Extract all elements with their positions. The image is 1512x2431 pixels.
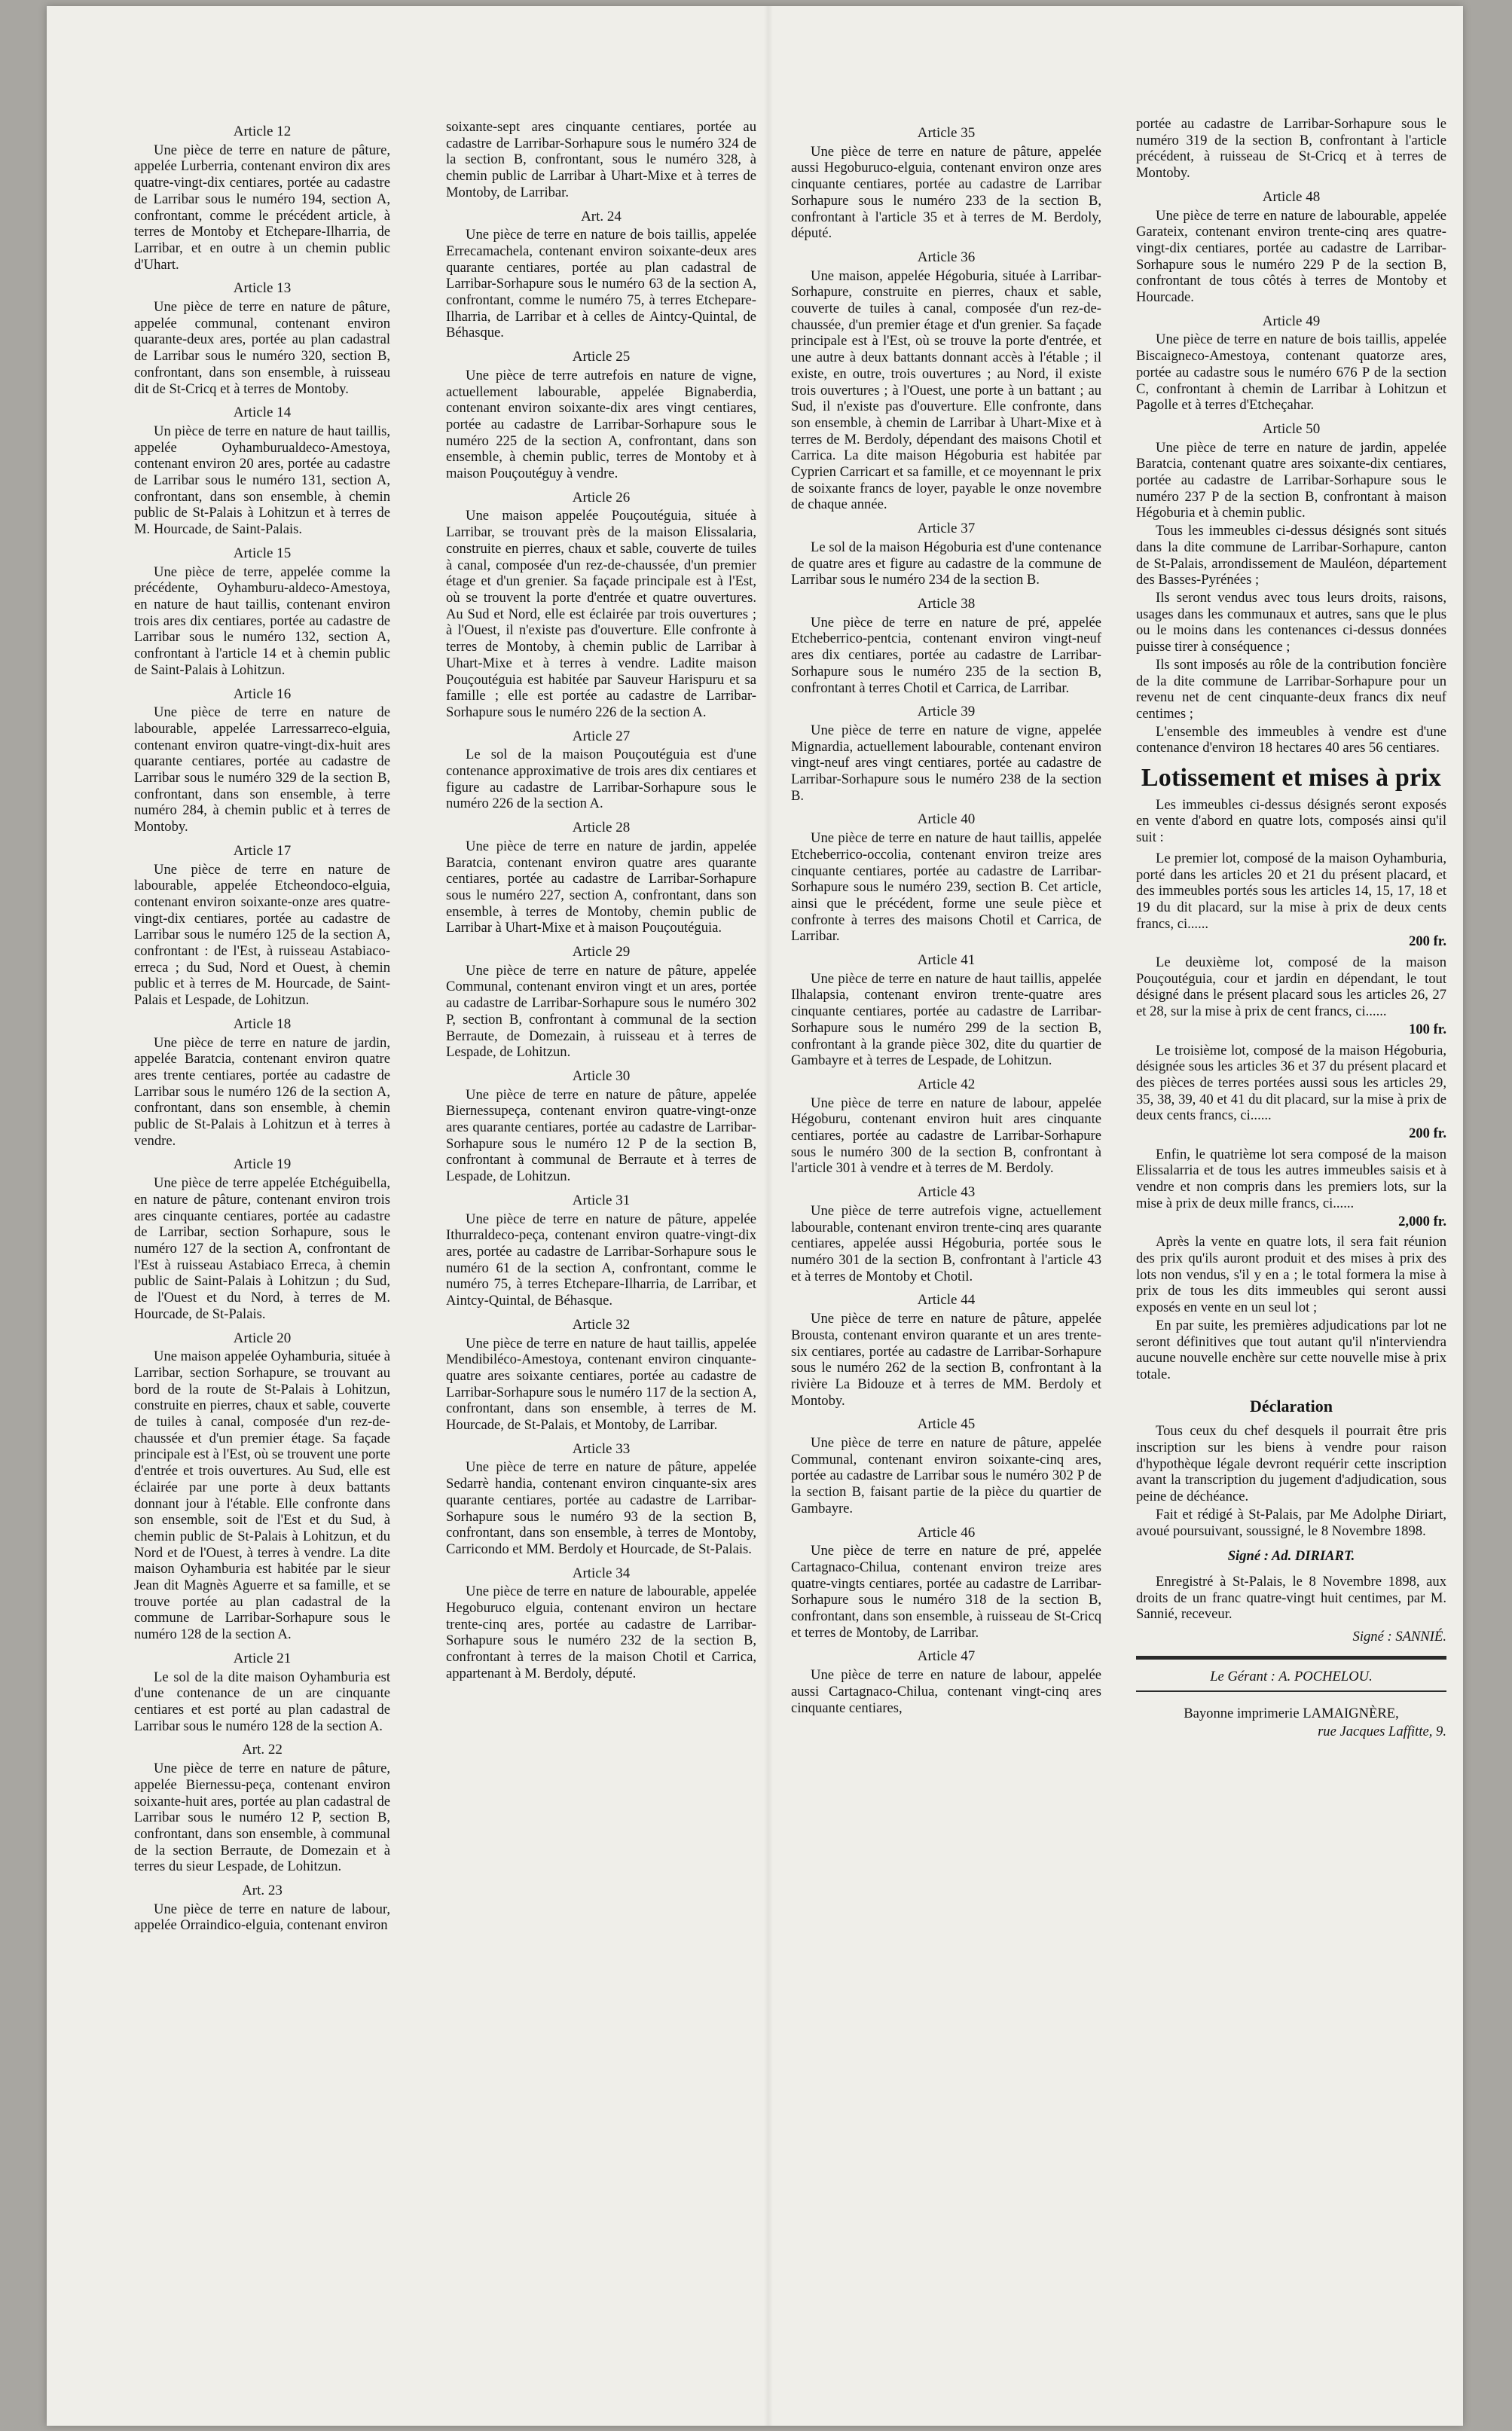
summary-paragraph: L'ensemble des immeubles à vendre est d'une contenance d'environ 18 hectares 40 ares 56 centiares. xyxy=(1136,723,1446,756)
article-heading: Article 25 xyxy=(572,349,631,365)
article-text: portée au cadastre de Larribar-Sorhapure sous le numéro 319 de la section B, confrontant à l'article précédent, à ruisseau de St-Cricq et à terres de Montoby. xyxy=(1136,116,1446,182)
article-heading: Article 45 xyxy=(917,1416,976,1433)
printer-address: rue Jacques Laffitte, 9. xyxy=(1318,1724,1446,1740)
article-heading: Article 28 xyxy=(572,820,631,836)
article-text: Une pièce de terre en nature de pâture, appelée Sedarrè handia, contenant environ cinquante-six ares quarante centiares, portée au cadastre de Larribar-Sorhapure sous le numéro 93 de la section B, confrontant, dans son ensemble, à terres de Montoby, Carricondo et MM. Berdoly et Hourcade, de St-Palais. xyxy=(446,1459,756,1557)
signature-diriart: Signé : Ad. DIRIART. xyxy=(1227,1548,1355,1565)
article-text: Une pièce de terre en nature de pré, appelée Cartagnaco-Chilua, contenant environ treize ares quatre-vingts centiares, portée au cadastre de Larribar-Sorhapure sous le numéro 318 de la section B, confrontant, dans son ensemble, à ruisseau de St-Cricq et terres de Montoby, de Larribar. xyxy=(791,1543,1101,1641)
article-text: Une pièce de terre en nature de pâture, appelée aussi Hegoburuco-elguia, contenant environ onze ares cinquante centiares, portée au cadastre de Larribar Sorhapure sous le numéro 233 de la section B, confrontant à l'article 35 et à terres de M. Berdoly, député. xyxy=(791,143,1101,242)
divider-thick xyxy=(1136,1656,1446,1660)
article-heading: Article 40 xyxy=(917,811,976,828)
article-heading: Article 12 xyxy=(233,124,292,139)
article-text: Une maison, appelée Hégoburia, située à Larribar-Sorhapure, construite en pierres, chaux et sable, couverte de tuiles à canal, composée d'un rez-de-chaussée, d'un premier étage et d'un grenier. Sa façade principale est à l'Est, où se trouve la porte d'entrée, et une autre à deux battants donnant accès à l'étable ; il existe, en outre, trois ouvertures ; au Nord, il existe trois ouvertures ; à l'Ouest, une porte à un battant ; au Sud, il n'existe pas d'ouverture. Elle confronte, dans son ensemble, à chemin de Larribar à Uhart-Mixe et à terres de M. Berdoly, dépendant des maisons Chotil et Carrica. La dite maison Hégoburia est habitée par Cyprien Carricart et sa famille, et ce moyennant le prix de soixante francs de loyer, payable le onze novembre de chaque année. xyxy=(791,267,1101,513)
article-text: Une pièce de terre en nature de haut taillis, appelée Ilhalapsia, contenant environ trente-quatre ares cinquante centiares, portée au cadastre de Larribar-Sorhapure sous le numéro 299 de la section B, confrontant à la grande pièce 302, dite du quartier de Gambayre et à terres de Lespade, de Lohitzun. xyxy=(791,970,1101,1069)
article-heading: Art. 23 xyxy=(242,1883,283,1899)
lot-text: Enfin, le quatrième lot sera composé de la maison Elissalarria et de tous les autres immeubles saisis et à vendre et non compris dans les premiers lots, sur la mise à prix de deux mille francs, ci...... xyxy=(1136,1146,1446,1211)
lot-item xyxy=(1136,954,1446,1038)
column-2 xyxy=(446,119,756,1684)
lot-text: Le deuxième lot, composé de la maison Pouçoutéguia, cour et jardin en dépendant, le tout désigné dans le présent placard sous les articles 26, 27 et 28, sur la mise à prix de cent francs, ci...... xyxy=(1136,954,1446,1020)
lot-amount: 200 fr. xyxy=(1409,1125,1446,1142)
article-heading: Article 35 xyxy=(917,125,976,141)
page-fold xyxy=(764,6,773,2426)
article-heading: Article 32 xyxy=(572,1316,631,1333)
article-heading: Article 13 xyxy=(233,280,292,297)
article-text: Une pièce de terre en nature de jardin, appelée Baratcia, contenant environ quatre ares trente centiares, portée au cadastre de Larribar sous le numéro 126 de la section A, confrontant, dans son ensemble, à chemin public de St-Palais à Lohitzun et à terres à vendre. xyxy=(134,1034,390,1149)
lot-item xyxy=(1136,851,1446,950)
lot-amount: 100 fr. xyxy=(1409,1021,1446,1037)
article-text: Une pièce de terre en nature de pâture, appelée Brousta, contenant environ quarante et un ares trente-six centiares, portée au cadastre de Larribar-Sorhapure sous le numéro 262 de la section B, confrontant à la rivière La Bidouze et à terres de MM. Berdoly et Montoby. xyxy=(791,1311,1101,1409)
article-text: Une pièce de terre en nature de pâture, appelée Communal, contenant environ vingt et un ares, portée au cadastre de Larribar-Sorhapure sous le numéro 302 P, section B, confrontant à communal de la section Berraute, de Domezain, à ruisseau et à terres de Lespade, de Lohitzun. xyxy=(446,962,756,1061)
article-text: Une pièce de terre en nature de jardin, appelée Baratcia, contenant environ quatre ares quarante centiares, portée au cadastre de Larribar-Sorhapure sous le numéro 227, section A, confrontant, dans son ensemble, à terres de Montoby, chemin public de Larribar à Uhart-Mixe et à maison Pouçoutéguia. xyxy=(446,838,756,936)
article-heading: Article 27 xyxy=(572,728,631,744)
article-heading: Art. 24 xyxy=(581,208,622,224)
declaration-text: Tous ceux du chef desquels il pourrait être pris inscription sur les biens à vendre pour raison d'hypothèque légale devront requérir cette inscription avant la transcription du jugement d'adjudication, sous peine de déchéance. xyxy=(1136,1423,1446,1505)
article-heading: Art. 22 xyxy=(242,1742,283,1758)
article-heading: Article 36 xyxy=(917,249,976,265)
article-text: Une pièce de terre autrefois vigne, actuellement labourable, contenant environ trente-cinq ares quarante centiares, appelée aussi Hégoburia, portée sous le numéro 301 de la section B, confrontant à l'article 43 et à terres de Montoby et Chotil. xyxy=(791,1202,1101,1284)
article-text: Une pièce de terre en nature de pâture, appelée Biernessupeça, contenant environ quatre-vingt-onze ares quarante centiares, portée au cadastre de Larribar-Sorhapure sous le numéro 12 P de la section B, confrontant à communal de Berraute et à terres de Lespade, de Lohitzun. xyxy=(446,1086,756,1185)
article-text: Une pièce de terre appelée Etchéguibella, en nature de pâture, contenant environ trois ares cinquante centiares, portée au cadastre de Larribar, section Sorhapure, sous le numéro 127 de la section A, confrontant de l'Est à ruisseau Astabiaco Erreca, à chemin public de Saint-Palais à Lohitzun ; du Sud, de l'Ouest et du Nord, à terres de M. Hourcade, de St-Palais. xyxy=(134,1175,390,1322)
article-text: Une pièce de terre en nature de vigne, appelée Mignardia, actuellement labourable, contenant environ vingt-neuf ares vingt centiares, portée au cadastre de Larribar-Sorhapure sous le numéro 238 de la section B. xyxy=(791,722,1101,804)
lots-outro xyxy=(1136,1234,1446,1382)
lots-title: Lotissement et mises à prix xyxy=(1141,764,1442,793)
article-text: Une pièce de terre en nature de labour, appelée Orraindico-elguia, contenant environ xyxy=(134,1901,390,1934)
article-text: Une pièce de terre en nature de haut taillis, appelée Mendibiléco-Amestoya, contenant environ cinquante-quatre ares soixante centiares, portée au cadastre de Larribar-Sorhapure sous le numéro 117 de la section A, confrontant, dans son ensemble, à terres de M. Hourcade, de St-Palais, et Montoby, de Larribar. xyxy=(446,1335,756,1434)
article-heading: Article 21 xyxy=(233,1650,292,1666)
lot-amount: 2,000 fr. xyxy=(1398,1213,1446,1229)
article-text: Une pièce de terre en nature de pâture, appelée communal, contenant environ quarante-deux ares, portée au plan cadastral de Larribar sous le numéro 320, section B, confrontant, dans son ensemble, à ruisseau dit de St-Cricq et à terres de Montoby. xyxy=(134,299,390,397)
article-text: Une pièce de terre en nature de labour, appelée Hégoburu, contenant environ huit ares cinquante centiares, portée au cadastre de Larribar-Sorhapure sous le numéro 300 de la section B, confrontant à l'article 301 à vendre et à terres de M. Berdoly. xyxy=(791,1095,1101,1177)
column-1 xyxy=(134,116,390,1935)
article-text: Une pièce de terre en nature de bois taillis, appelée Biscaigneco-Amestoya, contenant quatorze ares, portée au cadastre sous le numéro 676 P de la section C, confrontant à chemin de Larribar à Lohitzun et Pagolle et à terres d'Etcheçahar. xyxy=(1136,331,1446,414)
article-text: Un pièce de terre en nature de haut taillis, appelée Oyhamburualdeco-Amestoya, contenant environ 20 ares, portée au cadastre de Larribar sous le numéro 131, section A, confrontant, dans son ensemble, à chemin public de St-Palais à Lohitzun et à terres de M. Hourcade, de Saint-Palais. xyxy=(134,423,390,538)
article-text: Une pièce de terre en nature de labourable, appelée Larressarreco-elguia, contenant environ quatre-vingt-dix-huit ares quarante centiares, portée au cadastre de Larribar sous le numéro 329 de la section B, confrontant, dans son ensemble, à terre numéro 284, à chemin public et à terres de Montoby. xyxy=(134,704,390,835)
lot-item xyxy=(1136,1043,1446,1142)
article-text: Le sol de la dite maison Oyhamburia est d'une contenance de un are cinquante centiares et est porté au plan cadastral de Larribar sous le numéro 128 de la section A. xyxy=(134,1669,390,1734)
column-4 xyxy=(1136,116,1446,1740)
article-heading: Article 33 xyxy=(572,1440,631,1457)
article-text: Une pièce de terre en nature de pâture, appelée Ithurraldeco-peça, contenant environ quatre-vingt-dix ares, portée au cadastre de Larribar-Sorhapure sous le numéro 61 de la section A, confrontant, comme le numéro 75, à terres Etchepare-Ilharria, de Larribar, et Aintcy-Quintal, de Béhasque. xyxy=(446,1211,756,1309)
signature-sannie: Signé : SANNIÉ. xyxy=(1352,1629,1446,1645)
article-heading: Article 43 xyxy=(917,1184,976,1201)
article-text: Une pièce de terre autrefois en nature de vigne, actuellement labourable, appelée Bignaberdia, contenant environ soixante-dix ares vingt centiares, portée au cadastre de Larribar-Sorhapure sous le numéro 225 de la section A, confrontant, dans son ensemble, à chemin public, terres de Montoby et à maison Pouçoutéguy à vendre. xyxy=(446,367,756,482)
lot-text: Le premier lot, composé de la maison Oyhamburia, porté dans les articles 20 et 21 du présent placard, et des immeubles portés sous les articles 14, 15, 17, 18 et 19 du dit placard, sur la mise à prix de deux cents francs, ci...... xyxy=(1136,850,1446,932)
article-heading: Article 44 xyxy=(917,1292,976,1309)
article-heading: Article 16 xyxy=(233,686,292,702)
lot-text: Le troisième lot, composé de la maison Hégoburia, désignée sous les articles 36 et 37 du présent placard et des pièces de terres portées aussi sous les articles 29, 35, 38, 39, 40 et 41 du dit placard, sur la mise à prix de deux cents francs, ci...... xyxy=(1136,1042,1446,1124)
lots-outro-paragraph: En par suite, les premières adjudications par lot ne seront définitives que tout autant qu'il n'interviendra aucune nouvelle enchère sur cette nouvelle mise à prix totale. xyxy=(1136,1317,1446,1382)
article-heading: Article 47 xyxy=(917,1648,976,1665)
lots-outro-paragraph: Après la vente en quatre lots, il sera fait réunion des prix qu'ils auront produit et des mises à prix des lots non vendus, s'il y en a ; le total formera la mise à prix de tous les dits immeubles qui seront aussi exposés en vente en un seul lot ; xyxy=(1136,1234,1446,1316)
article-heading: Article 39 xyxy=(917,704,976,720)
article-text: Une maison appelée Oyhamburia, située à Larribar, section Sorhapure, se trouvant au bord de la route de St-Palais à Lohitzun, construite en pierres, chaux et sable, couverte de tuiles à canal, composée d'un rez-de-chaussée et d'un premier étage. Sa façade principale est à l'Est, où se trouvent une porte d'entrée et trois ouvertures. Au Sud, elle est éclairée par une porte à deux battants donnant jour à l'étable. Elle confronte dans son ensemble, soit de l'Est et du Sud, à chemin public de St-Palais à Lohitzun, et du Nord et de l'Ouest, à terres à vendre. La dite maison Oyhamburia est habitée par le sieur Jean dit Magnès Aguerre et sa famille, et se trouve portée au plan cadastral de la commune de Larribar-Sorhapure sous le numéro 128 de la section A. xyxy=(134,1348,390,1643)
article-heading: Article 19 xyxy=(233,1156,292,1173)
article-heading: Article 50 xyxy=(1262,420,1321,437)
summary-paragraph: Tous les immeubles ci-dessus désignés sont situés dans la dite commune de Larribar-Sorhapure, canton de St-Palais, arrondissement de Mauléon, département des Basses-Pyrénées ; xyxy=(1136,523,1446,588)
article-text: Une pièce de terre en nature de labour, appelée aussi Cartagnaco-Chilua, contenant vingt-cinq ares cinquante centiares, xyxy=(791,1667,1101,1716)
article-heading: Article 37 xyxy=(917,521,976,537)
article-text: Une pièce de terre en nature de haut taillis, appelée Etcheberrico-occolia, contenant environ treize ares cinquante centiares, portée au cadastre de Larribar-Sorhapure sous le numéro 239, section B. Cet article, ainsi que le précédent, forme une seule pièce et confronte à terres des maisons Chotil et Carrica, de Larribar. xyxy=(791,830,1101,945)
article-text: soixante-sept ares cinquante centiares, portée au cadastre de Larribar-Sorhapure sous le numéro 324 de la section B, confrontant, sous le numéro 328, à chemin public de Larribar à Uhart-Mixe et à terres de Montoby, de Larribar. xyxy=(446,119,756,200)
article-heading: Article 48 xyxy=(1262,188,1321,205)
article-text: Une pièce de terre en nature de bois taillis, appelée Errecamachela, contenant environ soixante-deux ares quarante centiares, portée au plan cadastral de Larribar-Sorhapure sous le numéro 63 de la section A, confrontant, comme le numéro 75, à terres Etchepare-Ilharria, de Larribar et à celles de Aintcy-Quintal, de Béhasque. xyxy=(446,227,756,341)
column-3 xyxy=(791,118,1101,1718)
newspaper-page xyxy=(47,6,1463,2426)
article-heading: Article 34 xyxy=(572,1565,631,1581)
article-text: Une pièce de terre en nature de jardin, appelée Baratcia, contenant quatre ares soixante-dix centiares, portée au cadastre de Larribar-Sorhapure sous le numéro 237 P de la section B, confrontant à maison Hégoburia et à chemin public. xyxy=(1136,439,1446,521)
article-heading: Article 18 xyxy=(233,1015,292,1032)
article-heading: Article 31 xyxy=(572,1192,631,1208)
article-text: Une pièce de terre en nature de pré, appelée Etcheberrico-pentcia, contenant environ vingt-neuf ares dix centiares, portée au cadastre de Larribar-Sorhapure sous le numéro 235 de la section B, confrontant à terres Chotil et Carrica, de Larribar. xyxy=(791,614,1101,696)
fait-text: Fait et rédigé à St-Palais, par Me Adolphe Diriart, avoué poursuivant, soussigné, le 8 Novembre 1898. xyxy=(1136,1506,1446,1539)
article-heading: Article 46 xyxy=(917,1524,976,1541)
article-heading: Article 42 xyxy=(917,1076,976,1092)
lot-amount: 200 fr. xyxy=(1409,933,1446,950)
gerant-line: Le Gérant : A. POCHELOU. xyxy=(1210,1668,1373,1684)
article-text: Une pièce de terre en nature de pâture, appelée Biernessu-peça, contenant environ soixante-huit ares, portée au plan cadastral de Larribar sous le numéro 12 P, section B, confrontant, dans son ensemble, à communal de la section Berraute, de Domezain et à terres du sieur Lespade, de Lohitzun. xyxy=(134,1761,390,1875)
article-text: Une pièce de terre en nature de labourable, appelée Etcheondoco-elguia, contenant environ soixante-onze ares quatre-vingt-dix centiares, portée au cadastre de Larribar sous le numéro 125 de la section A, confrontant : de l'Est, à ruisseau Astabiaco-erreca ; du Sud, Nord et Ouest, à chemin public et à terres de M. Hourcade, de Saint-Palais et Lespade, de Lohitzun. xyxy=(134,861,390,1009)
divider-thin xyxy=(1136,1690,1446,1692)
article-text: Une maison appelée Pouçoutéguia, située à Larribar, se trouvant près de la maison Elissalaria, construite en pierres, chaux et sable, couverte de tuiles à canal, composée d'un rez-de-chaussée, d'un premier étage et d'un grenier. Sa façade principale est à l'Est, où se trouvent la porte d'entrée et quatre ouvertures. Au Sud et Nord, elle est éclairée par trois ouvertures ; à l'Ouest, il n'existe pas d'ouverture. Elle confronte à terres de Montoby, à chemin public de Larribar à Uhart-Mixe et à terres à vendre. Ladite maison Pouçoutéguia est habitée par Sauveur Harispuru et sa famille ; elle est portée au cadastre de Larribar-Sorhapure sous le numéro 226 de la section A. xyxy=(446,508,756,720)
printer-name: Bayonne imprimerie LAMAIGNÈRE, xyxy=(1184,1706,1399,1722)
lots-list xyxy=(1136,851,1446,1229)
enregistre-text: Enregistré à St-Palais, le 8 Novembre 1898, aux droits de un franc quatre-vingt huit centimes, par M. Sannié, receveur. xyxy=(1136,1573,1446,1623)
article-heading: Article 17 xyxy=(233,842,292,859)
lot-item xyxy=(1136,1147,1446,1230)
article-heading: Article 30 xyxy=(572,1067,631,1084)
article-heading: Article 38 xyxy=(917,595,976,612)
article-text: Le sol de la maison Hégoburia est d'une contenance de quatre ares et figure au cadastre de la commune de Larribar sous le numéro 234 de la section B. xyxy=(791,539,1101,588)
summary-paragraph: Ils sont imposés au rôle de la contribution foncière de la dite commune de Larribar-Sorhapure pour un revenu net de cent cinquante-deux francs dix neuf centimes ; xyxy=(1136,656,1446,722)
article-heading: Article 26 xyxy=(572,489,631,505)
lots-intro: Les immeubles ci-dessus désignés seront exposés en vente d'abord en quatre lots, composés ainsi qu'il suit : xyxy=(1136,796,1446,846)
summary-paragraph: Ils seront vendus avec tous leurs droits, raisons, usages dans les communaux et autres, sans que le plus ou le moins dans les contenances ci-dessus données puisse tirer à conséquence ; xyxy=(1136,589,1446,655)
article-heading: Article 20 xyxy=(233,1330,292,1346)
article-heading: Article 41 xyxy=(917,952,976,969)
article-heading: Article 14 xyxy=(233,405,292,421)
article-text: Une pièce de terre en nature de labourable, appelée Garateix, contenant environ trente-cinq ares quatre-vingt-dix centiares, portée au cadastre de Larribar-Sorhapure sous le numéro 229 P de la section B, confrontant de tous côtés à terres de Montoby et Hourcade. xyxy=(1136,207,1446,306)
article-text: Une pièce de terre en nature de pâture, appelée Communal, contenant environ soixante-cinq ares, portée au cadastre de Larribar sous le numéro 302 P de la section B, faisant partie de la pièce du quartier de Gambayre. xyxy=(791,1435,1101,1516)
article-text: Une pièce de terre en nature de labourable, appelée Hegoburuco elguia, contenant environ un hectare trente-cinq ares, portée au cadastre de Larribar-Sorhapure sous le numéro 232 de la section B, confrontant à terres de la maison Chotil et Carrica, appartenant à M. Berdoly, député. xyxy=(446,1584,756,1681)
article-heading: Article 29 xyxy=(572,944,631,960)
column-4-summary xyxy=(1136,523,1446,756)
article-text: Une pièce de terre, appelée comme la précédente, Oyhamburu-aldeco-Amestoya, en nature de haut taillis, contenant environ trois ares dix centiares, portée au cadastre de Larribar sous le numéro 132, section A, confrontant à l'article 14 et à chemin public de Saint-Palais à Lohitzun. xyxy=(134,563,390,678)
article-heading: Article 15 xyxy=(233,545,292,561)
column-4-articles xyxy=(1136,116,1446,521)
article-heading: Article 49 xyxy=(1262,313,1321,329)
declaration-title: Déclaration xyxy=(1250,1396,1333,1416)
article-text: Une pièce de terre en nature de pâture, appelée Lurberria, contenant environ dix ares quatre-vingt-dix centiares, portée au cadastre de Larribar sous le numéro 194, section A, confrontant, comme le précédent article, à terres de Montoby et Etchepare-Ilharria, de Larribar, et en outre à un chemin public d'Uhart. xyxy=(134,142,390,273)
article-text: Le sol de la maison Pouçoutéguia est d'une contenance approximative de trois ares dix centiares et figure au cadastre de Larribar-Sorhapure sous le numéro 226 de la section A. xyxy=(446,747,756,812)
